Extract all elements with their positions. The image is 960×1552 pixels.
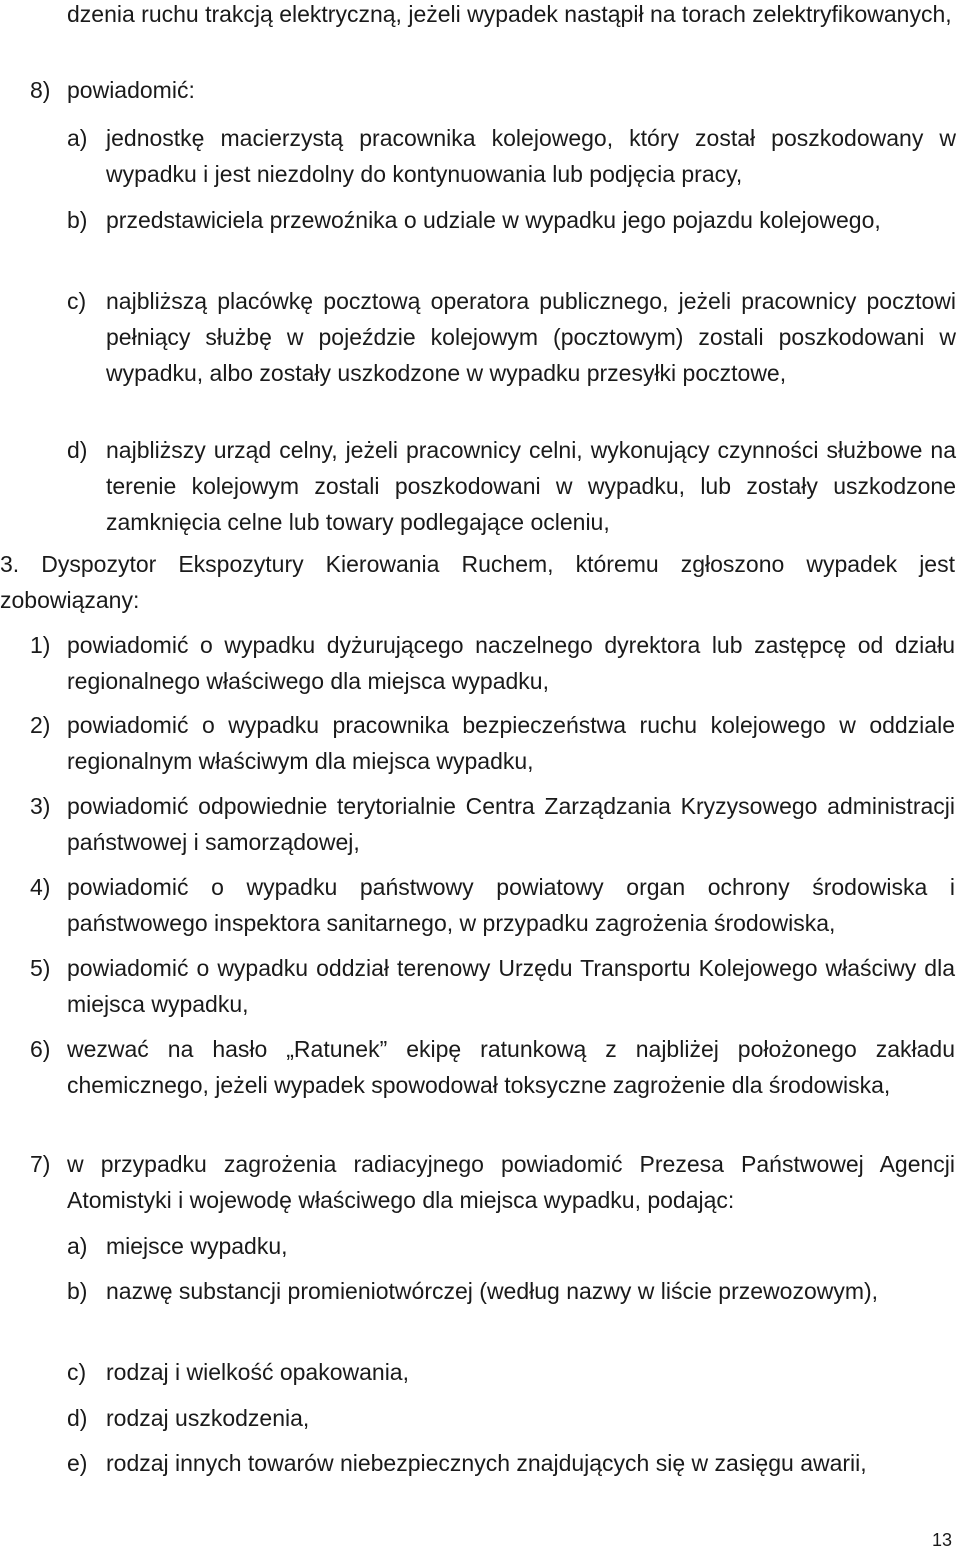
list-marker: e) [67, 1450, 88, 1476]
list-marker: d) [67, 1405, 88, 1431]
list-item-text: powiadomić odpowiednie terytorialnie Centra Zarządzania Kryzysowego administracji państwowej i samorządowej, [67, 793, 955, 855]
list-item-text: rodzaj i wielkość opakowania, [106, 1359, 409, 1385]
list-item-text: powiadomić o wypadku państwowy powiatowy organ ochrony środowiska i państwowego inspektora sanitarnego, w przypadku zagrożenia środowiska, [67, 874, 955, 936]
intro-paragraph: dzenia ruchu trakcją elektryczną, jeżeli wypadek nastąpił na torach zelektryfikowanych, [67, 1, 952, 27]
list-item-text: nazwę substancji promieniotwórczej (według nazwy w liście przewozowym), [106, 1278, 879, 1304]
list-item-text: jednostkę macierzystą pracownika kolejowego, który został poszkodowany w wypadku i jest niezdolny do kontynuowania lub podjęcia pracy, [106, 125, 956, 187]
list-marker: a) [67, 1233, 88, 1259]
list-marker: 5) [30, 955, 51, 981]
section-3-text [0, 546, 955, 618]
list-marker: 2) [30, 712, 51, 738]
list-marker: 7) [30, 1151, 51, 1177]
list-marker: 3) [30, 793, 51, 819]
list-marker: 6) [30, 1036, 51, 1062]
list-item-text: powiadomić o wypadku dyżurującego naczelnego dyrektora lub zastępcę od działu regionalnego właściwego dla miejsca wypadku, [67, 632, 955, 694]
list-marker: 8) [30, 77, 51, 103]
list-marker: d) [67, 437, 88, 463]
list-item-text: najbliższą placówkę pocztową operatora publicznego, jeżeli pracownicy pocztowi pełniący służbę w pojeździe kolejowym (pocztowym) zostali poszkodowani w wypadku, albo zostały uszkodzone w wypadku przesyłki pocztowe, [106, 288, 956, 386]
list-marker: b) [67, 1278, 88, 1304]
list-item-text: przedstawiciela przewoźnika o udziale w wypadku jego pojazdu kolejowego, [106, 207, 881, 233]
list-item-text: wezwać na hasło „Ratunek” ekipę ratunkową z najbliżej położonego zakładu chemicznego, jeżeli wypadek spowodował toksyczne zagrożenie dla środowiska, [67, 1036, 955, 1098]
list-marker: c) [67, 1359, 87, 1385]
list-item-text: powiadomić o wypadku oddział terenowy Urzędu Transportu Kolejowego właściwy dla miejsca wypadku, [67, 955, 955, 1017]
list-item-text: rodzaj innych towarów niebezpiecznych znajdujących się w zasięgu awarii, [106, 1450, 867, 1476]
list-marker: c) [67, 288, 87, 314]
list-item-text: miejsce wypadku, [106, 1233, 288, 1259]
list-item-text: w przypadku zagrożenia radiacyjnego powiadomić Prezesa Państwowej Agencji Atomistyki i wojewodę właściwego dla miejsca wypadku, podając: [67, 1151, 955, 1213]
list-marker: 1) [30, 632, 51, 658]
list-item-text: powiadomić o wypadku pracownika bezpieczeństwa ruchu kolejowego w oddziale regionalnym właściwym dla miejsca wypadku, [67, 712, 955, 774]
list-marker: a) [67, 125, 88, 151]
list-marker: b) [67, 207, 88, 233]
page-number: 13 [931, 1530, 952, 1550]
list-marker: 4) [30, 874, 51, 900]
list-item-text: rodzaj uszkodzenia, [106, 1405, 310, 1431]
section-3-marker: 3. [0, 551, 20, 577]
list-item-text: powiadomić: [67, 77, 195, 103]
list-item-text: najbliższy urząd celny, jeżeli pracownicy celni, wykonujący czynności służbowe na terenie kolejowym zostali poszkodowani w wypadku, lub zostały uszkodzone zamknięcia celne lub towary podlegające ocleniu, [106, 437, 956, 535]
section-3-intro: Dyspozytor Ekspozytury Kierowania Ruchem, któremu zgłoszono wypadek jest zobowiązany: [0, 551, 955, 613]
